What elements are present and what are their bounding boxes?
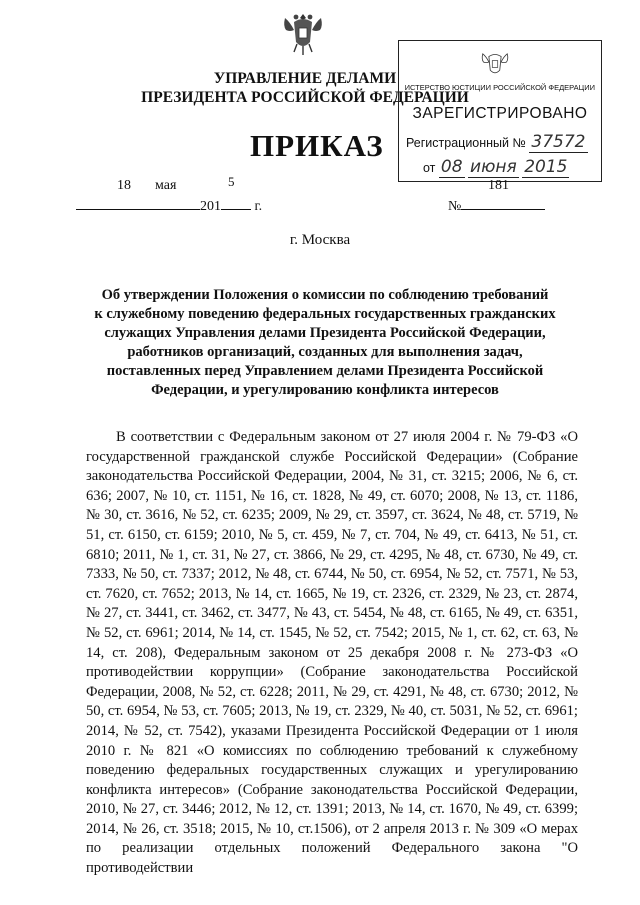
order-number-label: № — [448, 199, 462, 214]
order-title — [75, 286, 575, 400]
order-year-suffix: 5 — [228, 174, 235, 189]
stamp-registration-date — [423, 157, 569, 177]
title-line: к служебному поведению федеральных государственных гражданских — [94, 306, 556, 322]
order-number: 181 — [488, 178, 509, 193]
stamp-title: ЗАРЕГИСТРИРОВАНО — [412, 105, 588, 122]
title-line: Об утверждении Положения о комиссии по соблюдению требований — [101, 287, 549, 303]
order-number-line — [448, 199, 545, 215]
document-type: ПРИКАЗ — [250, 128, 384, 163]
stamp-registration-number — [406, 132, 588, 152]
stamp-reg-number: 37572 — [531, 132, 586, 152]
order-year-mark: г. — [254, 199, 263, 214]
stamp-date-prefix: от — [423, 161, 436, 175]
registration-stamp — [398, 40, 602, 182]
org-line-2: ПРЕЗИДЕНТА РОССИЙСКОЙ ФЕДЕРАЦИИ — [141, 89, 469, 106]
order-day: 18 — [117, 178, 131, 193]
coat-of-arms-icon — [280, 8, 326, 58]
order-body — [86, 428, 578, 879]
stamp-date-year: 2015 — [524, 157, 568, 177]
order-month: мая — [155, 178, 177, 193]
stamp-reg-label: Регистрационный № — [406, 136, 526, 150]
issue-city: г. Москва — [289, 232, 351, 248]
stamp-date-day: 08 — [440, 157, 463, 177]
title-line: Федерации, и урегулированию конфликта интересов — [151, 382, 499, 398]
title-line: работников организаций, созданных для выполнения задач, — [127, 344, 523, 360]
org-line-1: УПРАВЛЕНИЕ ДЕЛАМИ — [213, 70, 397, 87]
title-line: служащих Управления делами Президента Российской Федерации, — [104, 325, 546, 341]
body-paragraph: В соответствии с Федеральным законом от 27 июля 2004 г. № 79-ФЗ «О государственной гражданской службе Российской Федерации» (Собрание законодательства Российской Федерации, 2004, № 31, ст. 3215; 2006, № 6, ст. 636; 2007, № 10, ст. 1151, № 16, ст. 1828, № 49, ст. 6070; 2008, № 13, ст. 1186, № 30, ст. 3616, № 52, ст. 6235; 2009, № 29, ст. 3597, ст. 3624, № 48, ст. 5719, № 51, ст. 6150, ст. 6159; 2010, № 5, ст. 459, № 7, ст. 704, № 49, ст. 6413, № 51, ст. 6810; 2011, № 1, ст. 31, № 27, ст. 3866, № 29, ст. 4295, № 48, ст. 6730, № 49, ст. 7333, № 50, ст. 7337; 2012, № 48, ст. 6744, № 50, ст. 6954, № 52, ст. 7571, № 53, ст. 7620, ст. 7652; 2013, № 14, ст. 1665, № 19, ст. 2326, ст. 2329, № 23, ст. 2874, № 27, ст. 3441, ст. 3462, ст. 3477, № 43, ст. 5454, № 48, ст. 6165, № 49, ст. 6351, № 52, ст. 6961; 2014, № 14, ст. 1545, № 52, ст. 7542; 2015, № 1, ст. 62, ст. 63, № 14, ст. 208), Федеральным законом от 25 декабря 2008 г. № 273-ФЗ «О противодействии коррупции» (Собрание законодательства Российской Федерации, 2008, № 52, ст. 6228; 2011, № 29, ст. 4291, № 48, ст. 6730; 2012, № 50, ст. 6954, № 53, ст. 7605; 2013, № 19, ст. 2329, № 40, ст. 5031, № 52, ст. 6961; 2014, № 52, ст. 7542), указами Президента Российской Федерации от 1 июля 2010 г. № 821 «О комиссиях по соблюдению требований к служебному поведению федеральных государственных служащих и урегулированию конфликта интересов» (Собрание законодательства Российской Федерации, 2010, № 27, ст. 3446; 2012, № 12, ст. 1391; 2013, № 14, ст. 1670, № 49, ст. 6399; 2014, № 26, ст. 3518; 2015, № 10, ст.1506), от 2 апреля 2013 г. № 309 «О мерах по реализации отдельных положений Федерального закона "О противодействии — [86, 429, 578, 877]
order-year-prefix: 201 — [200, 199, 221, 214]
stamp-date-month: июня — [470, 157, 517, 177]
title-line: поставленных перед Управлением делами Президента Российской — [106, 363, 544, 379]
stamp-agency: ИСТЕРСТВО ЮСТИЦИИ РОССИЙСКОЙ ФЕДЕРАЦИИ — [404, 83, 595, 92]
order-date-line — [76, 199, 262, 215]
stamp-emblem-icon — [479, 47, 511, 81]
